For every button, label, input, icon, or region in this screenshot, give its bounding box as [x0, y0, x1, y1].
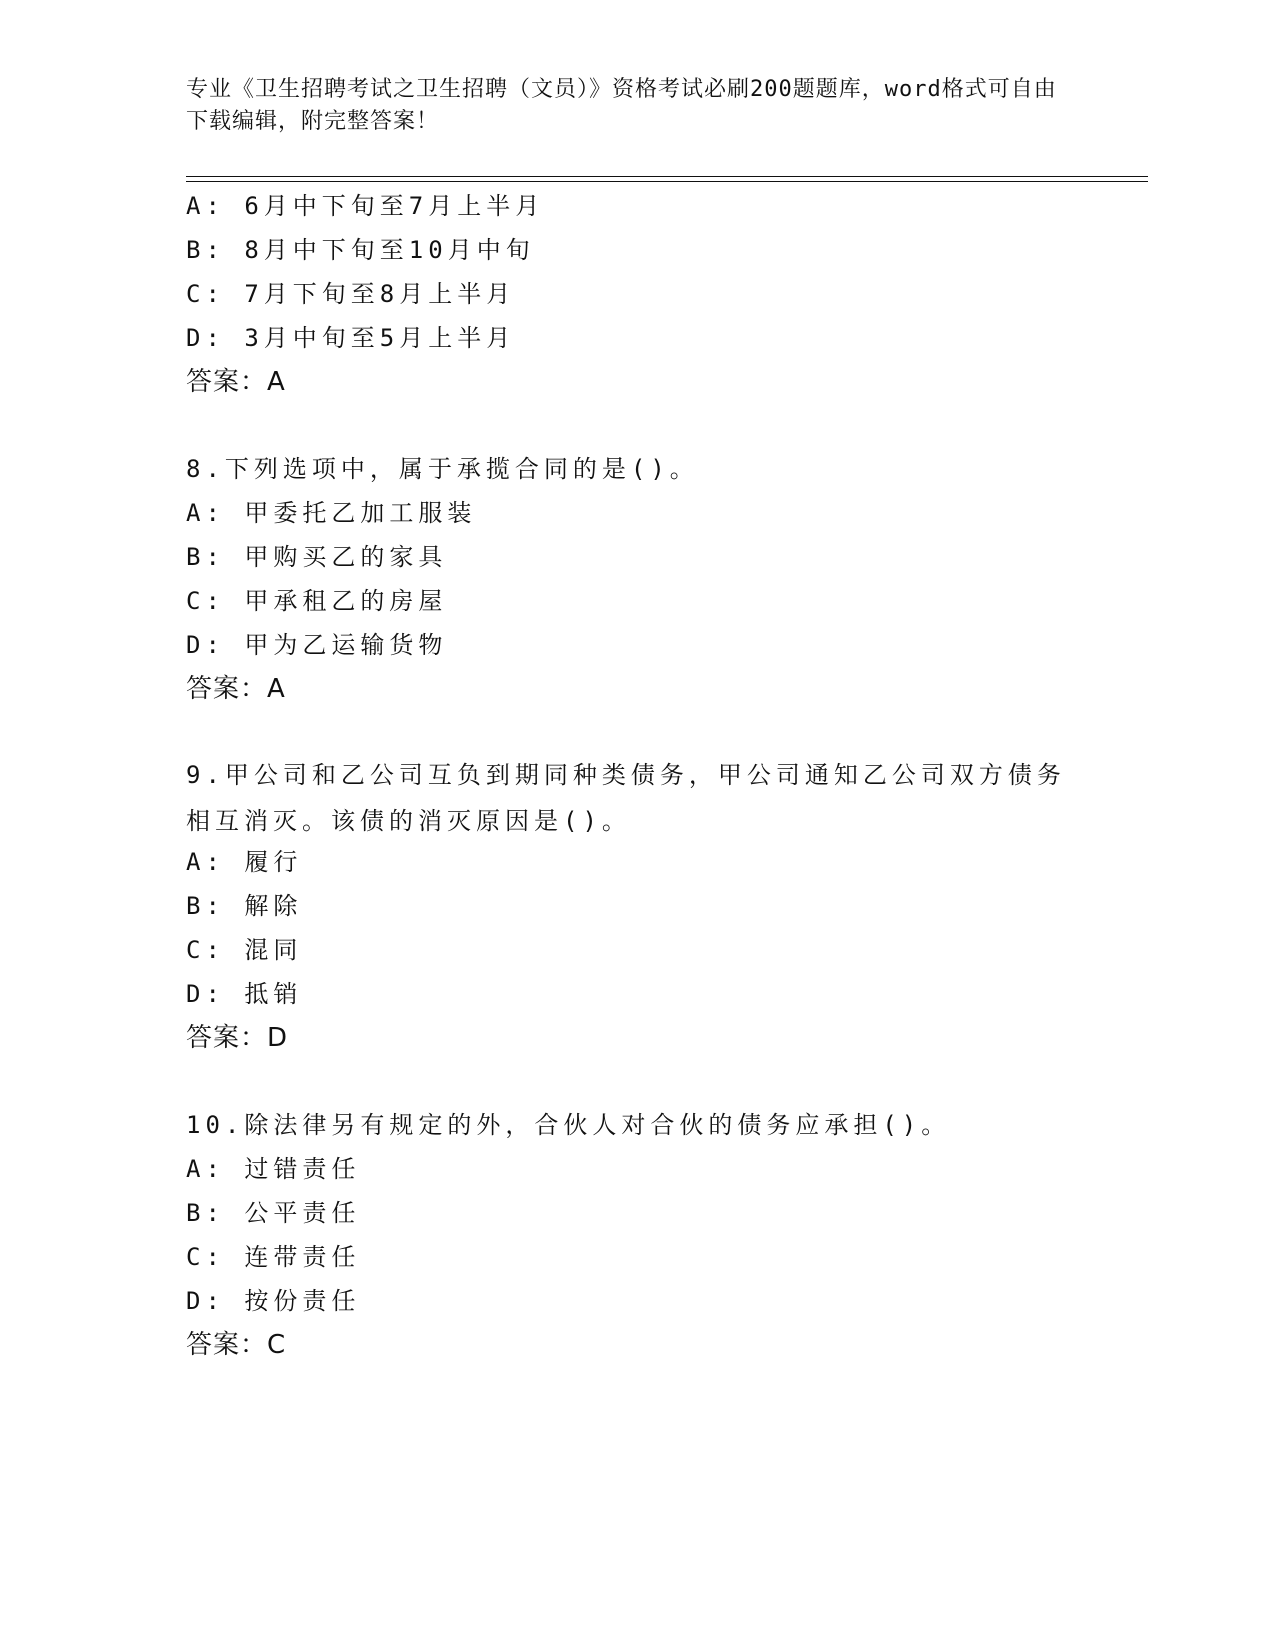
q10-option-a: A: 过错责任 [186, 1155, 361, 1183]
q7-option-a: A: 6月中下旬至7月上半月 [186, 192, 545, 220]
q10-option-d: D: 按份责任 [186, 1287, 361, 1315]
q10-option-c: C: 连带责任 [186, 1243, 361, 1271]
q10-stem: 10.除法律另有规定的外，合伙人对合伙的债务应承担()。 [186, 1111, 951, 1139]
q7-option-c: C: 7月下旬至8月上半月 [186, 280, 516, 308]
q9-option-d: D: 抵销 [186, 980, 303, 1008]
q9-option-b: B: 解除 [186, 892, 303, 920]
header-divider-top [186, 176, 1148, 177]
q8-answer: 答案：A [186, 674, 286, 704]
q9-stem: 9.甲公司和乙公司互负到期同种类债务，甲公司通知乙公司双方债务相互消灭。该债的消灭原因是()。 [186, 761, 1066, 835]
q8-option-d: D: 甲为乙运输货物 [186, 631, 448, 659]
document-header: 专业《卫生招聘考试之卫生招聘（文员）》资格考试必刷200题题库，word格式可自由下载编辑，附完整答案！ [186, 77, 1057, 134]
q7-option-b: B: 8月中下旬至10月中旬 [186, 236, 535, 264]
q10-answer: 答案：C [186, 1330, 287, 1360]
q8-stem: 8.下列选项中，属于承揽合同的是()。 [186, 455, 699, 483]
q9-option-a: A: 履行 [186, 848, 303, 876]
q10-option-b: B: 公平责任 [186, 1199, 361, 1227]
q8-option-c: C: 甲承租乙的房屋 [186, 587, 448, 615]
q7-option-d: D: 3月中旬至5月上半月 [186, 324, 516, 352]
q9-option-c: C: 混同 [186, 936, 303, 964]
q8-option-a: A: 甲委托乙加工服装 [186, 499, 477, 527]
header-divider-bottom [186, 181, 1148, 182]
q7-answer: 答案：A [186, 367, 286, 397]
q8-option-b: B: 甲购买乙的家具 [186, 543, 448, 571]
q9-answer: 答案：D [186, 1023, 289, 1053]
